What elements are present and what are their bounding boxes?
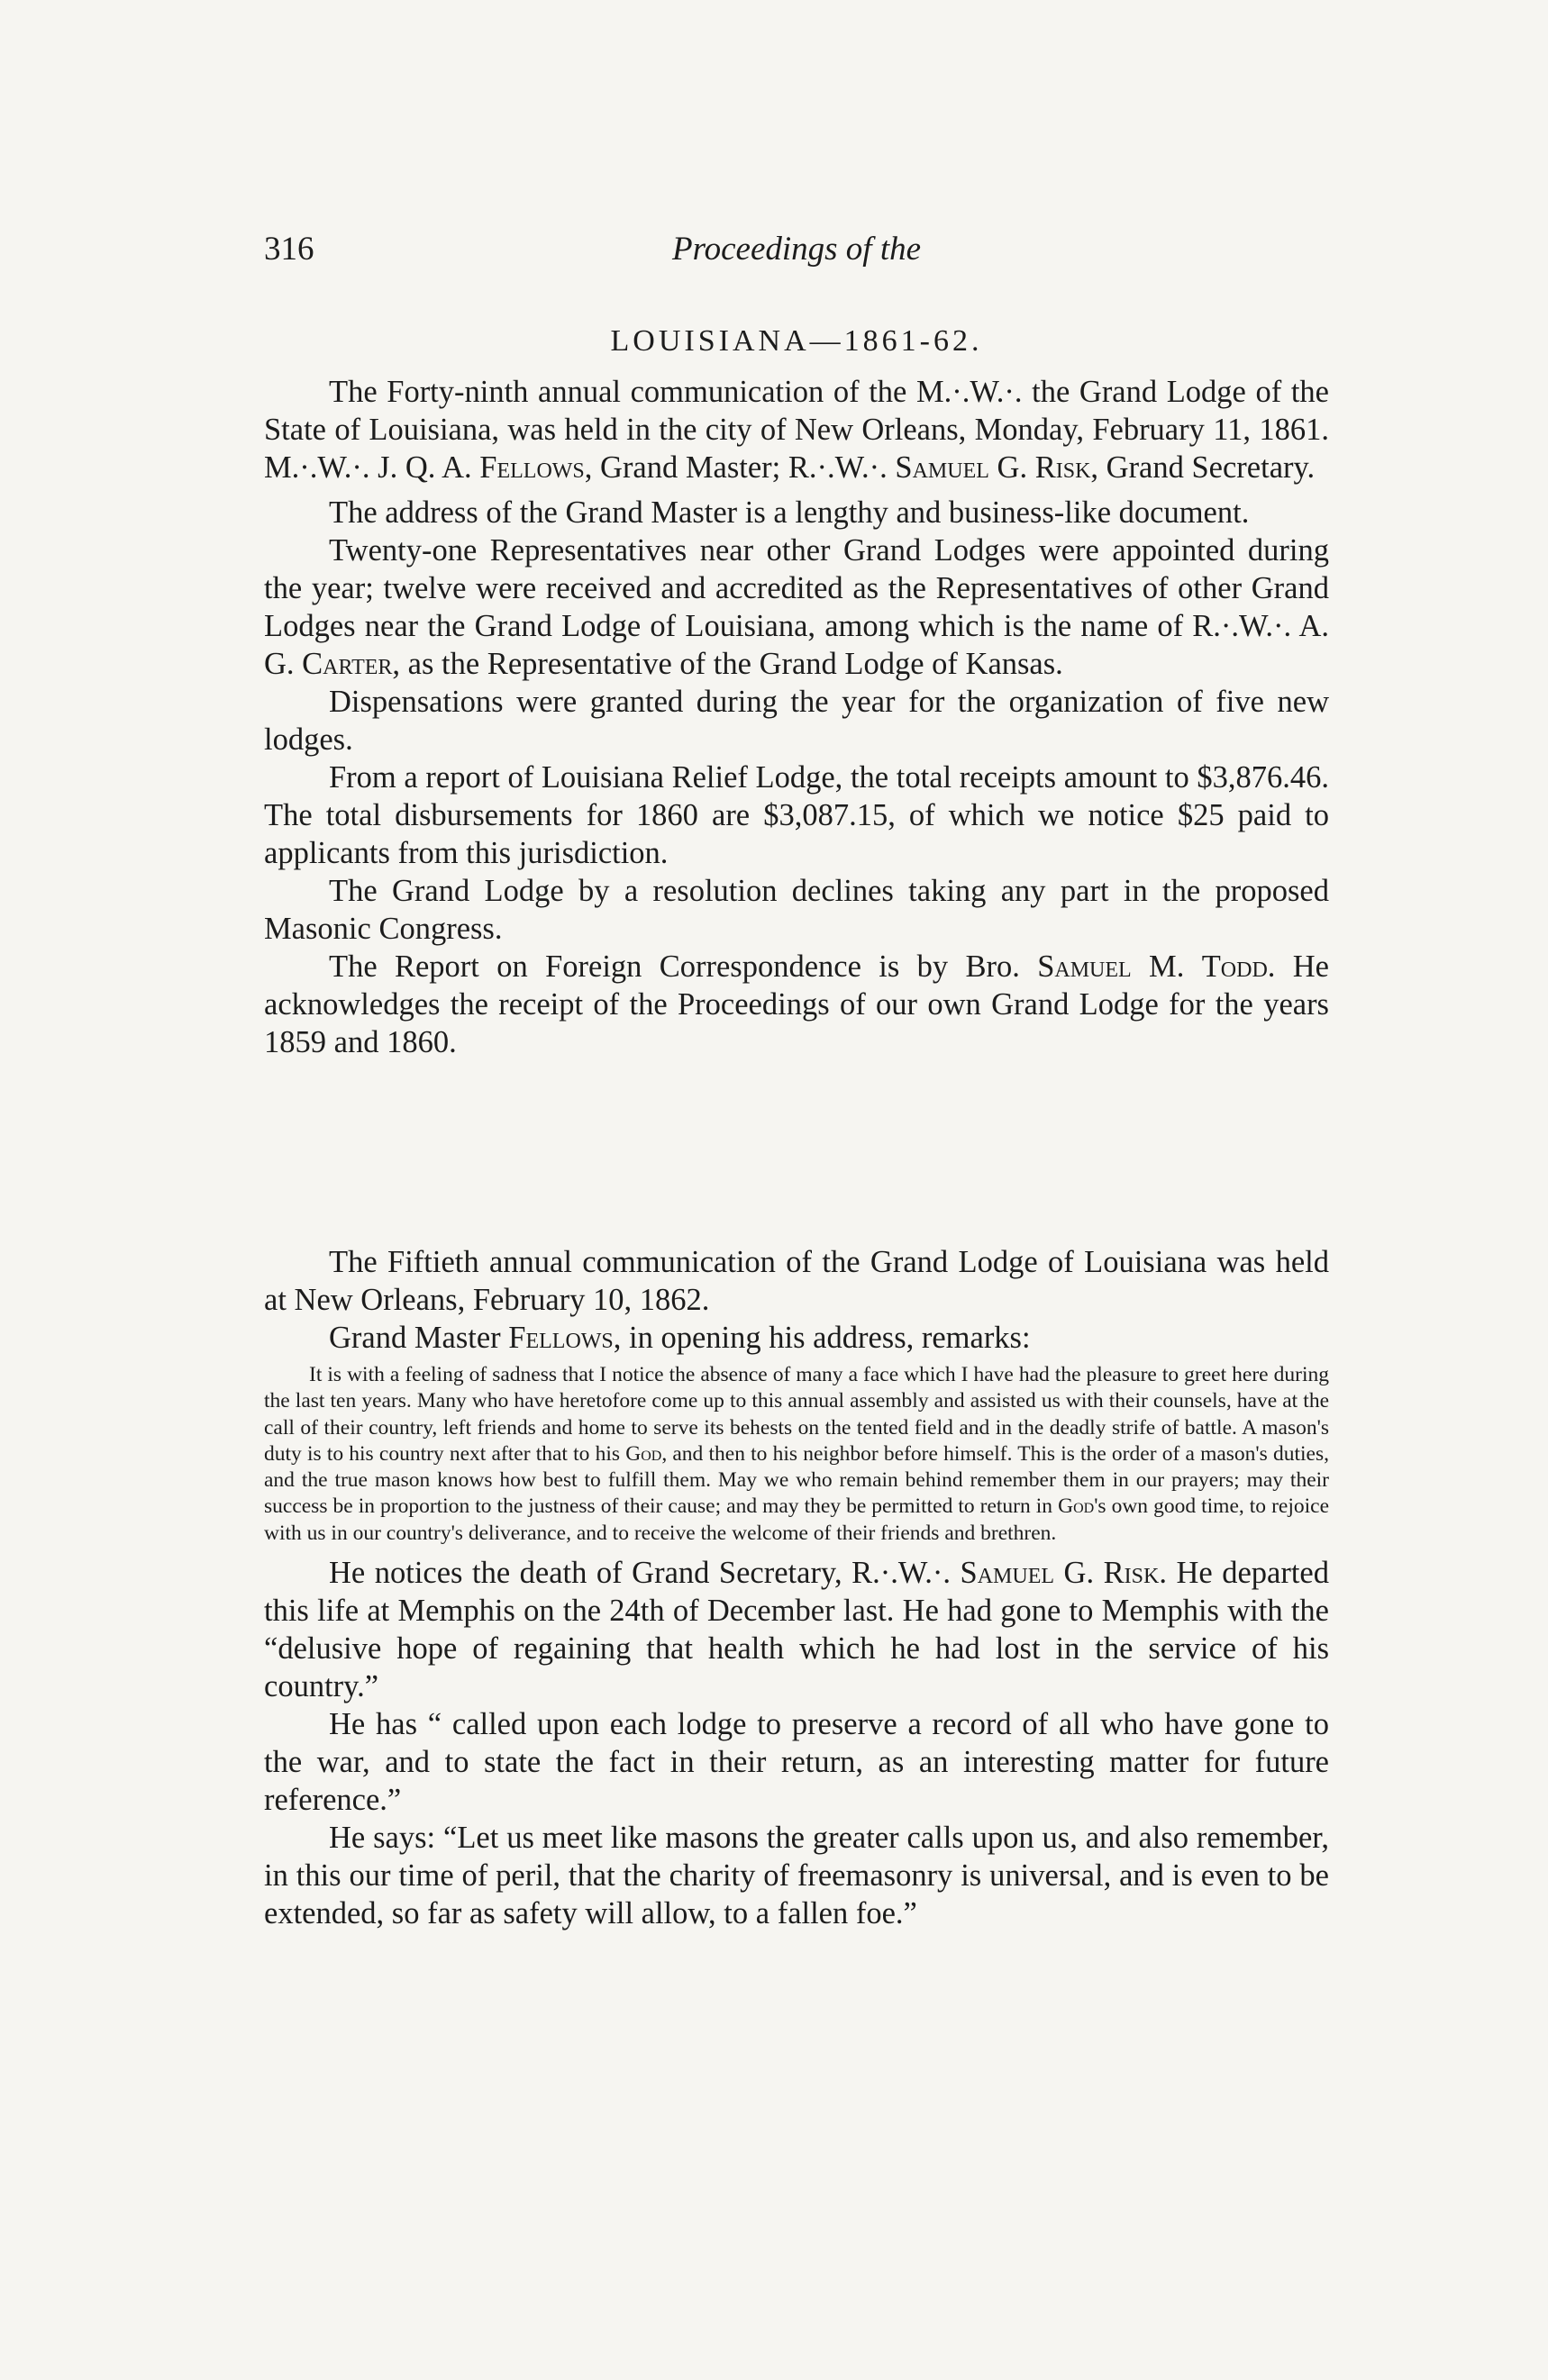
paragraph-death-of-secretary: He notices the death of Grand Secretary, R.·.W.·. Samuel G. Risk. He departed this life at Memphis on the 24th of December last. He had gone to Memphis with the “delusive hope of regaining that health which he had lost in the service of his country.”	[264, 1556, 1329, 1704]
paragraph-lodge-record: He has “ called upon each lodge to preserve a record of all who have gone to the war, and to state the fact in their return, as an interesting matter for future reference.”	[264, 1707, 1329, 1818]
paragraph-relief-lodge: From a report of Louisiana Relief Lodge, the total receipts amount to $3,876.46. The total disbursements for 1860 are $3,087.15, of which we notice $25 paid to applicants from this jurisdiction.	[264, 760, 1329, 870]
page-number: 316	[264, 231, 314, 268]
paragraph-dispensations: Dispensations were granted during the year for the organization of five new lodges.	[264, 685, 1329, 757]
section-heading: LOUISIANA—1861-62.	[610, 324, 983, 358]
running-title: Proceedings of the	[671, 231, 922, 268]
paragraph-masonic-congress: The Grand Lodge by a resolution declines taking any part in the proposed Masonic Congress.	[264, 874, 1329, 946]
paragraph-fiftieth-communication: The Fiftieth annual communication of the Grand Lodge of Louisiana was held at New Orleans, February 10, 1862.	[264, 1245, 1329, 1317]
paragraph-foreign-correspondence: The Report on Foreign Correspondence is by Bro. Samuel M. Todd. He acknowledges the receipt of the Proceedings of our own Grand Lodge for the years 1859 and 1860.	[264, 949, 1329, 1059]
body-block-1862	[264, 1243, 1329, 1932]
address-quotation: It is with a feeling of sadness that I notice the absence of many a face which I have had the pleasure to greet here during the last ten years. Many who have heretofore come up to this annual assembly and assisted us with their counsels, have at the call of their country, left friends and home to serve its behests on the tented field and in the deadly strife of battle. A mason's duty is to his country next after that to his God, and then to his neighbor before himself. This is the order of a mason's duties, and the true mason knows how best to fulfill them. May we who remain behind remember them in our prayers; may their success be in proportion to the justness of their cause; and may they be permitted to return in God's own good time, to rejoice with us in our country's deliverance, and to receive the welcome of their friends and brethren.	[264, 1363, 1330, 1545]
paragraph-opening-address: Grand Master Fellows, in opening his address, remarks:	[329, 1321, 1031, 1355]
paragraph-representatives: Twenty-one Representatives near other Grand Lodges were appointed during the year; twelve were received and accredited as the Representatives of other Grand Lodges near the Grand Lodge of Louisiana, among which is the name of R.·.W.·. A. G. Carter, as the Representative of the Grand Lodge of Kansas.	[264, 533, 1329, 681]
paragraph-annual-communication-1861: The Forty-ninth annual communication of the M.·.W.·. the Grand Lodge of the State of Louisiana, was held in the city of New Orleans, Monday, February 11, 1861. M.·.W.·. J. Q. A. Fellows, Grand Master; R.·.W.·. Samuel G. Risk, Grand Secretary.	[264, 375, 1329, 485]
paragraph-grand-master-address: The address of the Grand Master is a lengthy and business-like document.	[329, 495, 1250, 530]
running-head	[264, 230, 1329, 275]
body-block-1861	[264, 373, 1329, 1061]
paragraph-charity: He says: “Let us meet like masons the greater calls upon us, and also remember, in this our time of peril, that the charity of freemasonry is universal, and is even to be extended, so far as safety will allow, to a fallen foe.”	[264, 1821, 1329, 1931]
